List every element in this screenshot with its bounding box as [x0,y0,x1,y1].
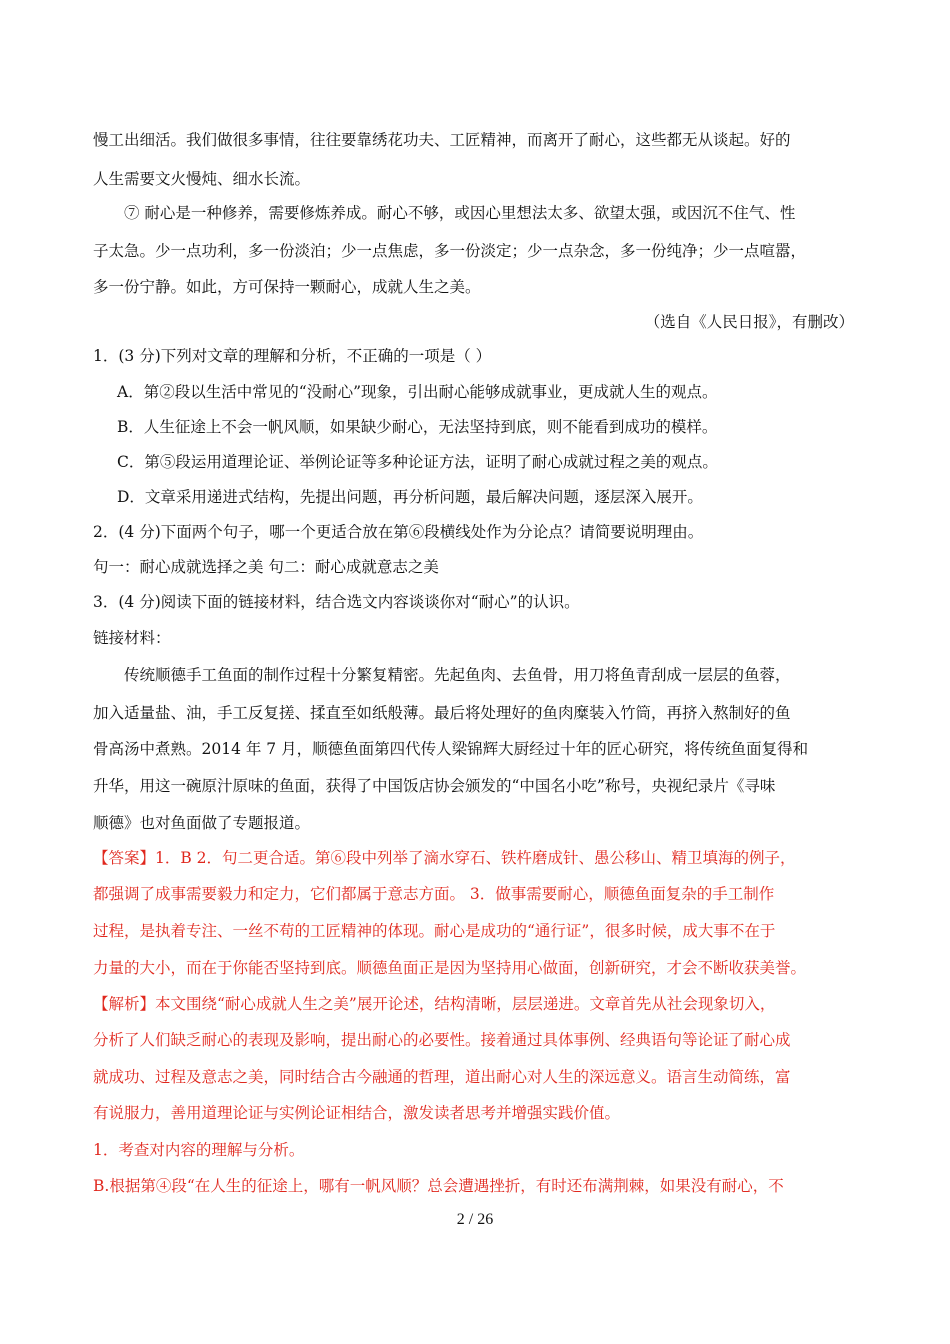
question-2-sentences: 句一：耐心成就选择之美 句二：耐心成就意志之美 [93,558,439,576]
analysis-line-5: 1．考查对内容的理解与分析。 [93,1141,305,1159]
page-number: 2 / 26 [456,1211,494,1228]
analysis-line-2: 分析了人们缺乏耐心的表现及影响，提出耐心的必要性。接着通过具体事例、经典语句等论证了耐心成 [93,1031,791,1049]
essay-paragraph-6-line-2: 人生需要文火慢炖、细水长流。 [93,170,311,188]
answer-line-4: 力量的大小，而在于你能否坚持到底。顺德鱼面正是因为坚持用心做面，创新研究，才会不断收获美誉。 [93,959,807,977]
analysis-line-6: B.根据第④段“在人生的征途上，哪有一帆风顺？总会遭遇挫折，有时还布满荆棘，如果没有耐心，不 [93,1177,784,1195]
essay-source: （选自《人民日报》，有删改） [644,313,854,331]
material-line-4: 升华，用这一碗原汁原味的鱼面，获得了中国饭店协会颁发的“中国名小吃”称号，央视纪录片《寻味 [93,777,776,795]
essay-paragraph-7-line-2: 子太急。少一点功利，多一份淡泊；少一点焦虑，多一份淡定；少一点杂念，多一份纯净；少一点喧嚣， [93,242,807,260]
question-1-option-a: A．第②段以生活中常见的“没耐心”现象，引出耐心能够成就事业，更成就人生的观点。 [117,383,718,401]
answer-line-2: 都强调了成事需要毅力和定力，它们都属于意志方面。 3．做事需要耐心，顺德鱼面复杂的手工制作 [93,885,775,903]
question-1-option-d: D．文章采用递进式结构，先提出问题，再分析问题，最后解决问题，逐层深入展开。 [117,488,703,506]
question-1-option-c: C．第⑤段运用道理论证、举例论证等多种论证方法，证明了耐心成就过程之美的观点。 [117,453,718,471]
material-line-1: 传统顺德手工鱼面的制作过程十分繁复精密。先起鱼肉、去鱼骨，用刀将鱼青刮成一层层的鱼蓉， [124,666,791,684]
material-line-2: 加入适量盐、油，手工反复搓、揉直至如纸般薄。最后将处理好的鱼肉糜装入竹筒，再挤入熬制好的鱼 [93,704,791,722]
essay-paragraph-7-line-3: 多一份宁静。如此，方可保持一颗耐心，成就人生之美。 [93,278,481,296]
question-2-stem: 2．(4 分)下面两个句子，哪一个更适合放在第⑥段横线处作为分论点？请简要说明理由。 [93,523,704,541]
answer-line-1: 【答案】1．B 2．句二更合适。第⑥段中列举了滴水穿石、铁杵磨成针、愚公移山、精卫填海的例子， [93,849,796,867]
essay-paragraph-7-line-1: ⑦ 耐心是一种修养，需要修炼养成。耐心不够，或因心里想法太多、欲望太强，或因沉不住气、性 [124,204,796,222]
answer-line-3: 过程，是执着专注、一丝不苟的工匠精神的体现。耐心是成功的“通行证”，很多时候，成大事不在于 [93,922,776,940]
question-3-material-label: 链接材料： [93,629,171,647]
analysis-line-3: 就成功、过程及意志之美，同时结合古今融通的哲理，道出耐心对人生的深远意义。语言生动简练，富 [93,1068,791,1086]
question-1-stem: 1．(3 分)下列对文章的理解和分析，不正确的一项是（ ） [93,347,492,365]
question-3-stem: 3．(4 分)阅读下面的链接材料，结合选文内容谈谈你对“耐心”的认识。 [93,593,580,611]
material-line-3: 骨高汤中煮熟。2014 年 7 月，顺德鱼面第四代传人梁锦辉大厨经过十年的匠心研究，将传统鱼面复得和 [93,740,809,758]
material-line-5: 顺德》也对鱼面做了专题报道。 [93,814,311,832]
question-1-option-b: B．人生征途上不会一帆风顺，如果缺少耐心，无法坚持到底，则不能看到成功的模样。 [117,418,718,436]
essay-paragraph-6-line-1: 慢工出细活。我们做很多事情，往往要靠绣花功夫、工匠精神，而离开了耐心，这些都无从谈起。好的 [93,131,791,149]
analysis-line-4: 有说服力，善用道理论证与实例论证相结合，激发读者思考并增强实践价值。 [93,1104,621,1122]
analysis-line-1: 【解析】本文围绕“耐心成就人生之美”展开论述，结构清晰，层层递进。文章首先从社会现象切入， [93,995,776,1013]
